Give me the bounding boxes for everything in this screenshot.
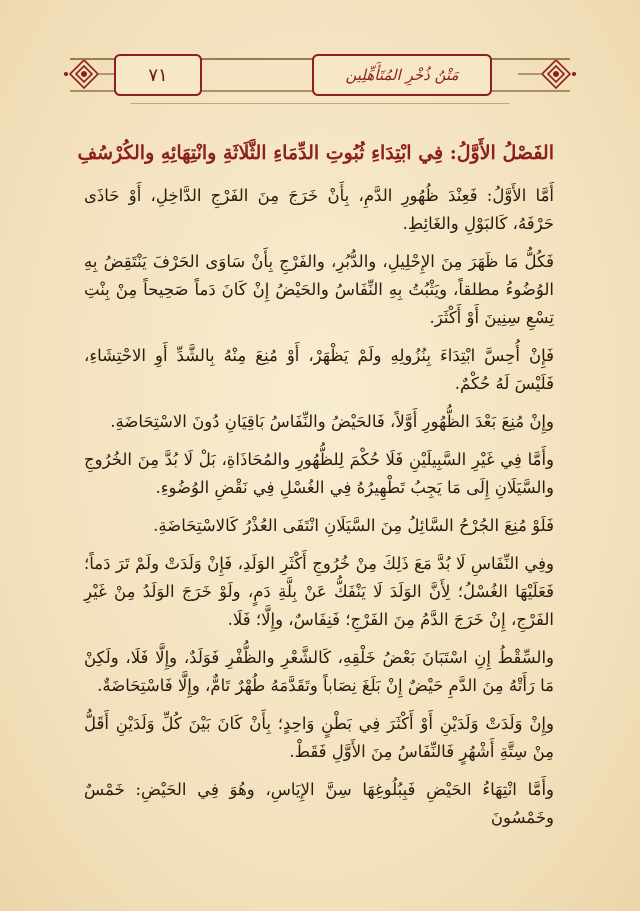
paragraph: وإِنْ مُنِعَ بَعْدَ الظُّهُورِ أَوَّلاً، فَالحَيْضُ والنِّفَاسُ بَاقِيَانِ دُونَ الاسْتِحَاضَةِ. bbox=[110, 412, 554, 431]
page-header bbox=[70, 54, 570, 94]
page-number-frame bbox=[114, 54, 202, 96]
header-divider bbox=[130, 103, 510, 104]
book-title: مَتْنُ ذُخْرِ المُتَأَهِّلِين bbox=[345, 66, 459, 84]
paragraph: وأَمَّا فِي غَيْرِ السَّبِيلَيْنِ فَلَا حُكْمَ لِلظُّهُورِ والمُحَاذَاةِ، بَلْ لَا بُدَّ مِنَ الخُرُوجِ والسَّيَلَانِ إِلَى مَا يَجِبُ تَطْهِيرُهُ فِي الغُسْلِ فِي نَقْضِ الوُضُوءِ. bbox=[84, 450, 554, 497]
book-title-frame bbox=[312, 54, 492, 96]
chapter-heading: الفَصْلُ الأَوَّلُ: فِي ابْتِدَاءِ ثُبُوتِ الدِّمَاءِ الثَّلَاثَةِ وانْتِهَائِهِ والكُرْسُفِ bbox=[77, 142, 554, 164]
paragraph: فَإِنْ أُحِسَّ ابْتِدَاءَ بِنُزُولِهِ ولَمْ يَظْهَرْ، أَوْ مُنِعَ مِنْهُ بِالشَّدِّ أَوِ الاحْتِشَاءِ، فَلَيْسَ لَهُ حُكْمٌ. bbox=[84, 346, 554, 393]
paragraph: وأَمَّا انْتِهَاءُ الحَيْضِ فَبِبُلُوغِهَا سِنَّ الإِيَاسِ، وهُوَ فِي الحَيْضِ: خَمْسٌ وخَمْسُونَ bbox=[84, 780, 554, 827]
paragraph: والسِّقْطُ إِنِ اسْتَبَانَ بَعْضُ خَلْقِهِ، كَالشَّعْرِ والظُّفْرِ فَوَلَدٌ، وإِلَّا فَلَا، ولَكِنْ مَا رَأَتْهُ مِنَ الدَّمِ حَيْضٌ إِنْ بَلَغَ نِصَاباً وتَقَدَّمَهُ طُهْرٌ تَامٌّ، وإِلَّا فَاسْتِحَاضَةٌ. bbox=[84, 648, 554, 695]
paragraph: فَكُلُّ مَا ظَهَرَ مِنَ الإِحْلِيلِ، والدُّبُرِ، والفَرْجِ بِأَنْ سَاوَى الحَرْفَ يَنْتَقِضُ بِهِ الوُضُوءُ مطلقاً، ويَثْبُتُ بِهِ النِّفَاسُ والحَيْضُ إِنْ كَانَ دَماً صَحِيحاً مِنْ بِنْتِ تِسْعِ سِنِينَ أَوْ أَكْثَرَ. bbox=[84, 252, 554, 327]
paragraph: وإِنْ وَلَدَتْ وَلَدَيْنِ أَوْ أَكْثَرَ فِي بَطْنٍ وَاحِدٍ؛ بِأَنْ كَانَ بَيْنَ كُلِّ وَلَدَيْنِ أَقَلُّ مِنْ سِتَّةِ أَشْهُرٍ فَالنِّفَاسُ مِنَ الأَوَّلِ فَقَطْ. bbox=[84, 714, 554, 761]
paragraph: وفِي النِّفَاسِ لَا بُدَّ مَعَ ذَلِكَ مِنْ خُرُوجِ أَكْثَرِ الوَلَدِ، فَإِنْ وَلَدَتْ ولَمْ تَرَ دَماً؛ فَعَلَيْهَا الغُسْلُ؛ لِأَنَّ الوَلَدَ لَا يَنْفَكُّ عَنْ بِلَّةِ دَمٍ، ولَوْ خَرَجَ الوَلَدُ مِنْ غَيْرِ الفَرْجِ، إِنْ خَرَجَ الدَّمُ مِنَ الفَرْجِ؛ فَنِفَاسٌ، وإِلَّا؛ فَلَا. bbox=[84, 554, 554, 629]
paragraph: أَمَّا الأَوَّلُ: فَعِنْدَ ظُهُورِ الدَّمِ، بِأَنْ خَرَجَ مِنَ الفَرْجِ الدَّاخِلِ، أَوْ حَاذَى حَرْفَهُ، كَالبَوْلِ والغَائِطِ. bbox=[84, 186, 554, 233]
paragraph: فَلَوْ مُنِعَ الجُرْحُ السَّائِلُ مِنَ السَّيَلَانِ انْتَفَى العُذْرُ كَالاسْتِحَاضَةِ. bbox=[153, 516, 554, 535]
text-body bbox=[77, 130, 554, 842]
page-number: ٧١ bbox=[148, 64, 168, 86]
